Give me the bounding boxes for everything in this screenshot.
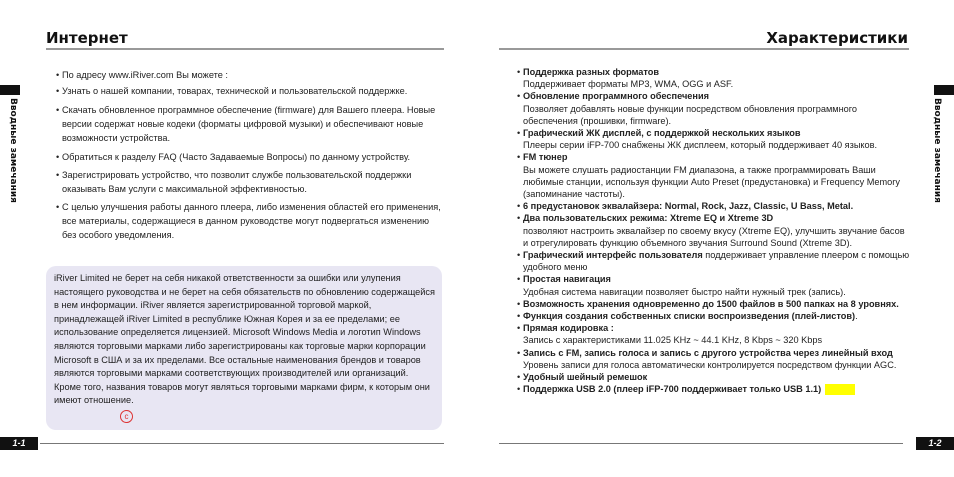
bullet-item: • Обратиться к разделу FAQ (Часто Задаваемые Вопросы) по данному устройству. xyxy=(56,152,411,162)
legal-notice-text: iRiver Limited не берет на себя никакой ответственности за ошибки или улупения настоящего руководства и не берет на себя обязательств по обновлению содержащейся в нем информации. iRiver является зарегистрированной торговой маркой, принадлежащей iRiver Limited в республике Южная Корея и за ее пределами; ее использование определяется лицензией. Microsoft Windows Media и логотип Windows являются торговыми марками либо зарегистрированы как торговые марки корпорации Microsoft в США и за их пределами. Все остальные наименования брендов и товаров являются торговыми марками соответствующих производителей или организаций. Кроме того, названия товаров могут являться торговыми марками фирм, к которым они имеют отношение. xyxy=(54,273,435,406)
features-list xyxy=(517,66,912,395)
feature-item: • Поддержка разных форматов Поддерживает форматы MP3, WMA, OGG и ASF. xyxy=(517,67,734,90)
heading-rule xyxy=(46,48,444,50)
feature-item: • 6 предустановок эквалайзера: Normal, Rock, Jazz, Classic, U Bass, Metal. xyxy=(517,201,854,212)
feature-item: • Возможность хранения одновременно до 1500 файлов в 500 папках на 8 уровнях. xyxy=(517,298,899,309)
feature-item: • Удобный шейный ремешок xyxy=(517,372,648,383)
bullet-item: • С целью улучшения работы данного плеера, либо изменения областей его применения, все материалы, содержащиеся в данном руководстве могут подвергаться изменению без особого уведомления. xyxy=(56,202,441,240)
page-heading: Характеристики xyxy=(766,29,908,47)
page-number: 1-1 xyxy=(0,437,38,450)
copyright-icon: c xyxy=(120,410,133,423)
bullet-item: • По адресу www.iRiver.com Вы можете : xyxy=(56,70,228,80)
side-tab-marker xyxy=(934,85,954,95)
page-heading: Интернет xyxy=(46,29,128,47)
footer-rule xyxy=(40,443,444,444)
feature-item: • Обновление программного обеспечения Позволяет добавлять новые функции посредством обновления программного обеспечения (прошивки, firmware). xyxy=(517,91,858,126)
feature-item: • Графический ЖК дисплей, с поддержкой нескольких языков Плееры серии iFP-700 снабжены ЖК дисплеем, который поддерживает 40 языков. xyxy=(517,128,878,151)
side-tab-label: Вводные замечания xyxy=(8,98,18,203)
bullet-item: • Узнать о нашей компании, товарах, технической и пользовательской поддержке. xyxy=(56,86,408,96)
feature-item: • Простая навигация Удобная система навигации позволяет быстро найти нужный трек (запись). xyxy=(517,274,846,297)
side-tab-marker xyxy=(0,85,20,95)
feature-item: • Функция создания собственных списки воспроизведения (плей-листов). xyxy=(517,311,858,322)
page-number: 1-2 xyxy=(916,437,954,450)
side-tab-label: Вводные замечания xyxy=(932,98,942,203)
footer-rule xyxy=(499,443,903,444)
feature-item: • FM тюнер Вы можете слушать радиостанции FM диапазона, а также программировать Ваши любимые станции, используя функции Auto Preset (предустановка) и Frequency Memory (запоминание частоты). xyxy=(517,152,900,200)
feature-item: • Графический интерфейс пользователя поддерживает управление плеером с помощью удобного меню xyxy=(517,250,910,273)
bullet-item: • Зарегистрировать устройство, что позволит службе пользовательской поддержки оказывать Вам услуги с максимальной эффективностью. xyxy=(56,170,412,194)
right-page xyxy=(477,0,954,477)
feature-item: • Запись с FM, запись голоса и запись с другого устройства через линейный вход Уровень записи для голоса автоматически контролируется посредством функции AGC. xyxy=(517,347,897,370)
feature-item: • Поддержка USB 2.0 (плеер iFP-700 поддерживает только USB 1.1) xyxy=(517,383,912,395)
feature-item: • Два пользовательских режима: Xtreme EQ и Xtreme 3D позволяют настроить эквалайзер по своему вкусу (Xtreme EQ), улучшить звучание басов и отрегулировать функцию объемного звучания Surround Sound (Xtreme 3D). xyxy=(517,213,905,248)
feature-item: • Прямая кодировка : Запись с характеристиками 11.025 KHz ~ 44.1 KHz, 8 Kbps ~ 320 Kbps xyxy=(517,323,823,346)
heading-rule xyxy=(499,48,909,50)
bullet-item: • Скачать обновленное программное обеспечение (firmware) для Вашего плеера. Новые версии содержат новые кодеки (форматы цифровой музыки) и обеспечивают новые возможности устройства. xyxy=(56,105,436,143)
legal-notice-box xyxy=(46,266,442,430)
highlight-mark xyxy=(825,384,855,395)
